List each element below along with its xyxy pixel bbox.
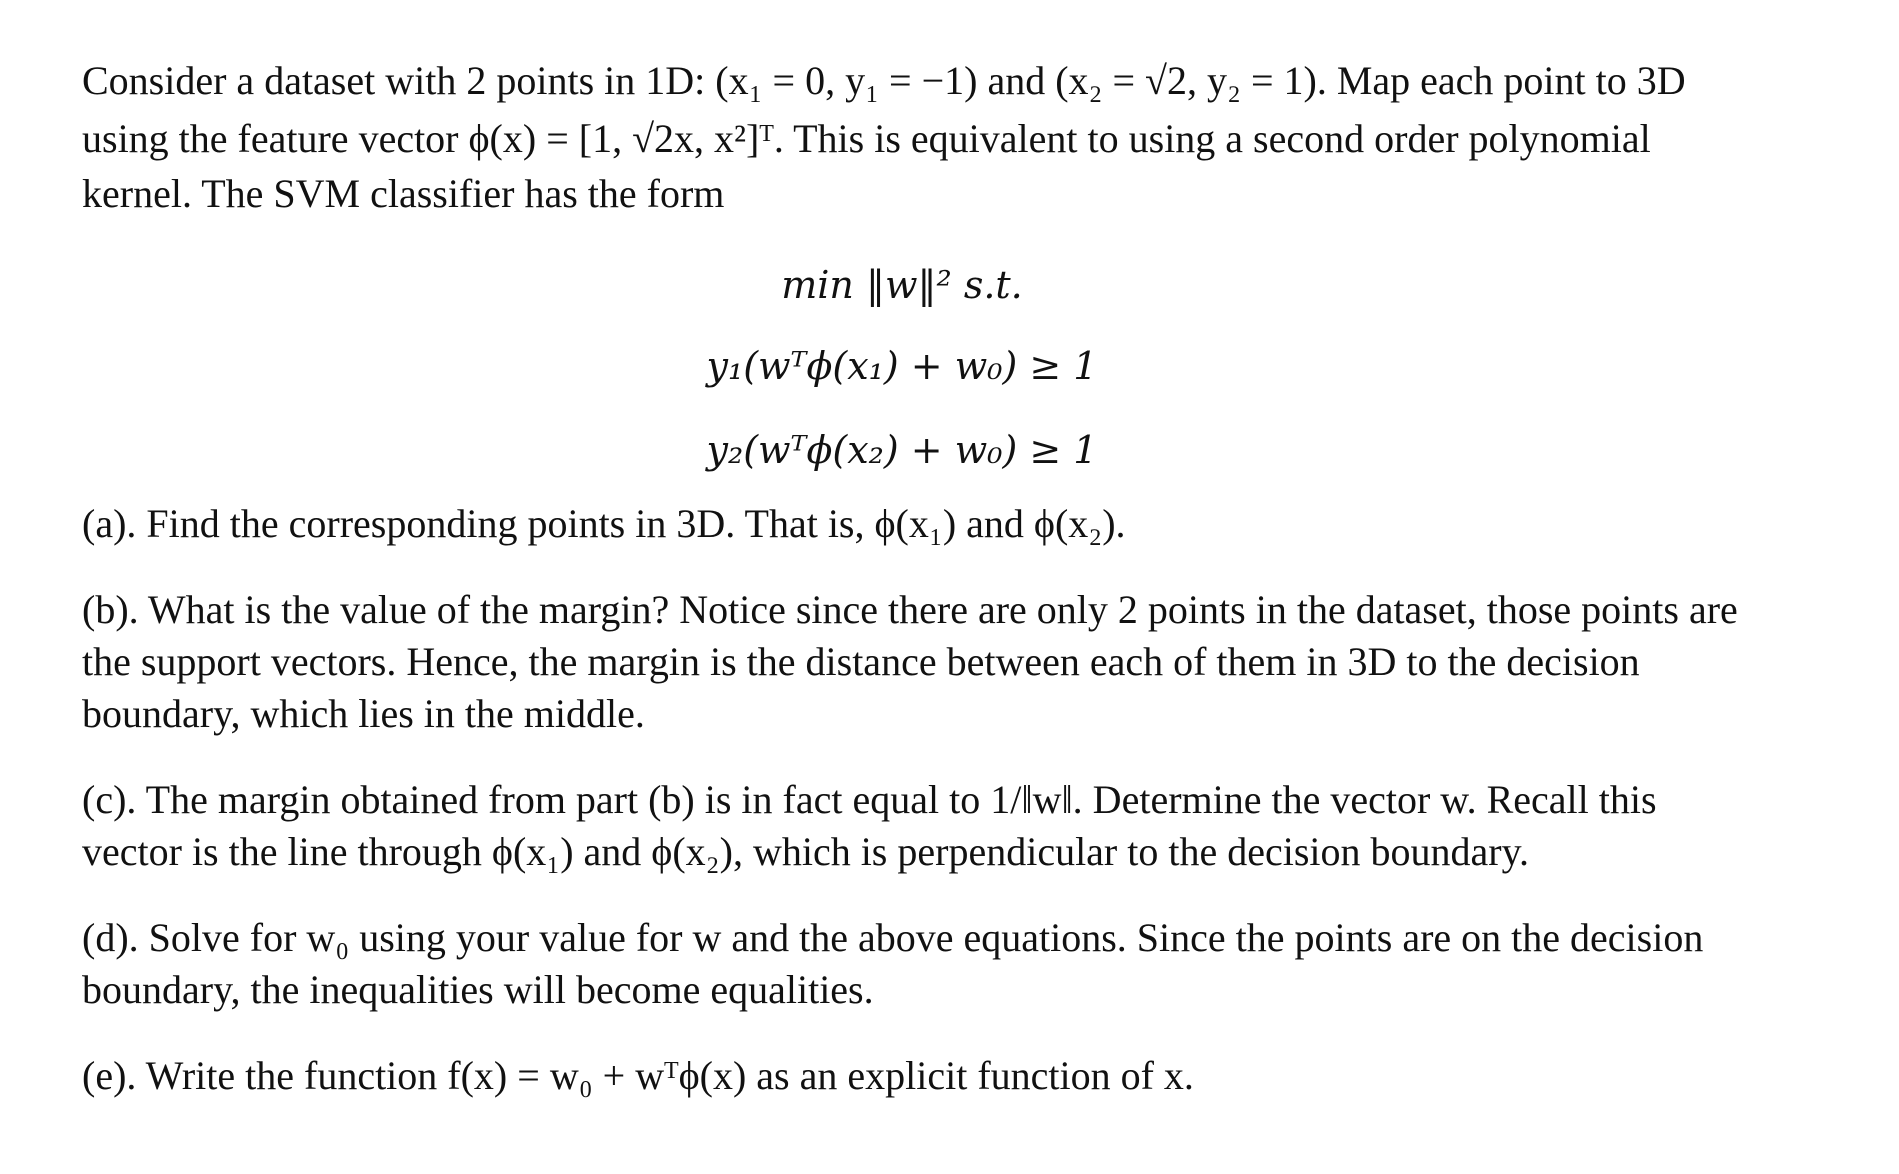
part-b-line-1: (b). What is the value of the margin? Notice since there are only 2 points in the dataset, those points are	[82, 587, 1738, 632]
intro-line-2: using the feature vector ϕ(x) = [1, √2x, x²]ᵀ. This is equivalent to using a second order polynomial	[82, 116, 1651, 161]
constraint-equation-2: y₂(wᵀϕ(x₂) + w₀) ≥ 1	[706, 428, 1098, 472]
svm-equations	[82, 246, 1872, 492]
part-a-line-1: (a). Find the corresponding points in 3D. That is, ϕ(x₁) and ϕ(x₂).	[82, 501, 1126, 546]
objective-equation: min ‖w‖² s.t.	[781, 263, 1023, 307]
part-c	[82, 774, 1872, 878]
part-b-line-2: the support vectors. Hence, the margin is the distance between each of them in 3D to the decision	[82, 639, 1640, 684]
part-d-line-1: (d). Solve for w₀ using your value for w and the above equations. Since the points are on the decision	[82, 915, 1704, 960]
part-b-line-3: boundary, which lies in the middle.	[82, 691, 645, 736]
intro-line-1: Consider a dataset with 2 points in 1D: (x₁ = 0, y₁ = −1) and (x₂ = √2, y₂ = 1). Map each point to 3D	[82, 58, 1686, 103]
part-c-line-1: (c). The margin obtained from part (b) is in fact equal to 1/‖w‖. Determine the vector w. Recall this	[82, 777, 1657, 822]
part-d	[82, 912, 1872, 1016]
part-a	[82, 498, 1872, 550]
constraint-equation-1: y₁(wᵀϕ(x₁) + w₀) ≥ 1	[706, 344, 1098, 388]
part-e-line-1: (e). Write the function f(x) = w₀ + wᵀϕ(x) as an explicit function of x.	[82, 1053, 1194, 1098]
part-e	[82, 1050, 1872, 1102]
intro-paragraph	[82, 52, 1872, 220]
part-b	[82, 584, 1872, 740]
problem-document	[82, 52, 1872, 1102]
intro-line-3: kernel. The SVM classifier has the form	[82, 171, 725, 216]
part-d-line-2: boundary, the inequalities will become equalities.	[82, 967, 874, 1012]
part-c-line-2: vector is the line through ϕ(x₁) and ϕ(x₂), which is perpendicular to the decision boundary.	[82, 829, 1530, 874]
